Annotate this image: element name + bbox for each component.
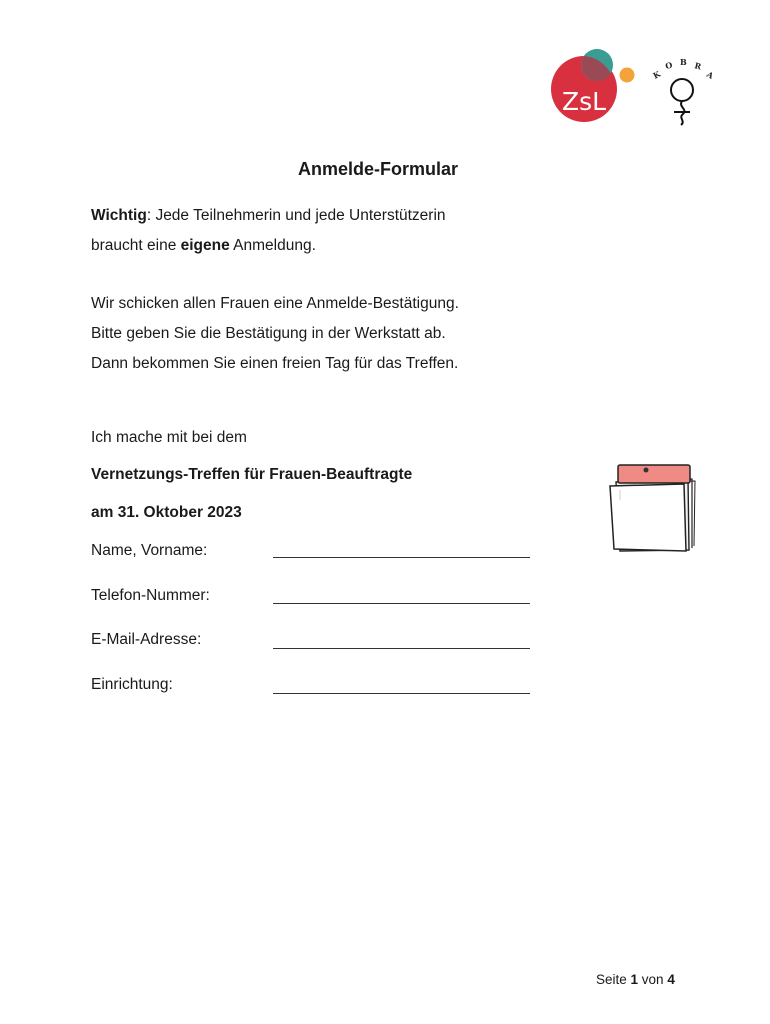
event-intro: Ich mache mit bei dem [91,429,247,446]
svg-text:R: R [693,60,703,72]
institution-field-label: Einrichtung: [91,676,173,693]
intro-line-2-post: Anmeldung. [229,237,316,254]
name-field-label: Name, Vorname: [91,542,208,559]
calendar-icon [606,460,698,556]
info-line: Dann bekommen Sie einen freien Tag für das Treffen. [91,355,459,372]
page-number-mid: von [638,972,668,987]
svg-text:O: O [664,59,674,71]
intro-line-2-pre: braucht eine [91,237,181,254]
kobra-logo [650,55,720,130]
phone-field-line[interactable] [273,602,530,604]
info-line: Bitte geben Sie die Bestätigung in der Werkstatt ab. [91,325,446,342]
intro-bold-wichtig: Wichtig [91,207,147,224]
svg-text:K: K [651,68,663,81]
page-number-pre: Seite [596,972,631,987]
intro-line-1-rest: : Jede Teilnehmerin und jede Unterstützerin [146,207,446,224]
institution-field-line[interactable] [273,692,530,694]
info-line: Wir schicken allen Frauen eine Anmelde-Bestätigung. [91,295,459,312]
page-number [596,972,675,987]
zsl-logo-text: ZsL [562,87,607,116]
event-name: Vernetzungs-Treffen für Frauen-Beauftragte [91,466,413,483]
intro-line-1 [91,206,446,226]
zsl-logo [548,44,642,130]
name-field-line[interactable] [273,556,530,558]
intro-bold-eigene: eigene [180,237,230,254]
event-date: am 31. Oktober 2023 [91,504,242,521]
page-number-total: 4 [667,972,675,987]
email-field-label: E-Mail-Adresse: [91,631,202,648]
phone-field-label: Telefon-Nummer: [91,587,210,604]
page-title: Anmelde-Formular [297,159,459,179]
email-field-line[interactable] [273,647,530,649]
svg-text:B: B [680,57,687,67]
intro-line-2 [91,236,316,256]
page-number-current: 1 [630,972,639,987]
svg-text:A: A [705,69,716,81]
